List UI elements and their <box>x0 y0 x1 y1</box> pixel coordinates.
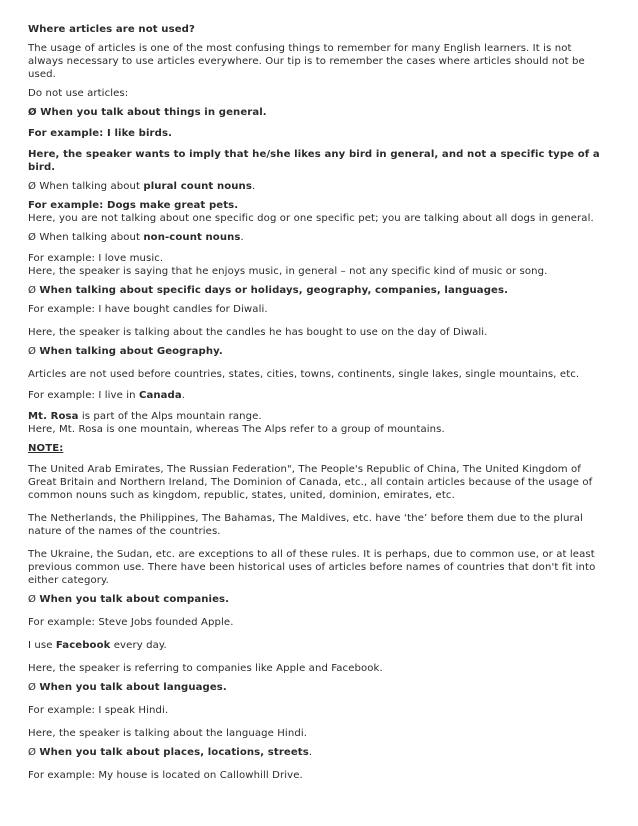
note-paragraph-2: The Netherlands, the Philippines, The Bahamas, The Maldives, etc. have ‘the’ before them due to the plural nature of the names of the countries. <box>28 513 583 537</box>
note-paragraph-1: The United Arab Emirates, The Russian Federation", The People's Republic of China, The United Kingdom of Great Britain and Northern Ireland, The Dominion of Canada, etc., all contain articles because of the usage of common nouns such as kingdom, republic, states, united, dominion, emirates, etc. <box>28 464 593 501</box>
companies-rule: Ø When you talk about companies. <box>28 594 230 605</box>
plural-example: For example: Dogs make great pets. <box>28 200 239 211</box>
note-label: NOTE: <box>28 443 64 454</box>
companies-example: For example: Steve Jobs founded Apple. <box>28 617 234 628</box>
companies-explanation: Here, the speaker is referring to companies like Apple and Facebook. <box>28 663 383 674</box>
noncount-explanation: Here, the speaker is saying that he enjoys music, in general – not any specific kind of music or song. <box>28 266 548 277</box>
geography-statement: Articles are not used before countries, states, cities, towns, continents, single lakes, single mountains, etc. <box>28 369 580 380</box>
places-rule: Ø When you talk about places, locations, streets. <box>28 747 313 758</box>
plural-rule: Ø When talking about plural count nouns. <box>28 181 256 192</box>
general-example: For example: I like birds. <box>28 128 173 139</box>
noncount-rule: Ø When talking about non-count nouns. <box>28 232 244 243</box>
places-example: For example: My house is located on Callowhill Drive. <box>28 770 303 781</box>
general-explanation: Here, the speaker wants to imply that he/she likes any bird in general, and not a specific type of a bird. <box>28 149 600 173</box>
general-rule: Ø When you talk about things in general. <box>28 107 267 118</box>
intro-paragraph: The usage of articles is one of the most confusing things to remember for many English learners. It is not always necessary to use articles everywhere. Our tip is to remember the cases where articles should not be used. <box>28 43 585 80</box>
geography-example: For example: I live in Canada. <box>28 390 186 401</box>
geography-rule: Ø When talking about Geography. <box>28 346 223 357</box>
languages-explanation: Here, the speaker is talking about the language Hindi. <box>28 728 308 739</box>
heading: Where articles are not used? <box>28 24 195 35</box>
plural-explanation: Here, you are not talking about one specific dog or one specific pet; you are talking about all dogs in general. <box>28 213 594 224</box>
noncount-example: For example: I love music. <box>28 253 164 264</box>
languages-example: For example: I speak Hindi. <box>28 705 169 716</box>
days-example: For example: I have bought candles for Diwali. <box>28 304 268 315</box>
days-explanation: Here, the speaker is talking about the candles he has bought to use on the day of Diwali. <box>28 327 488 338</box>
languages-rule: Ø When you talk about languages. <box>28 682 227 693</box>
mount-line: Mt. Rosa is part of the Alps mountain range. <box>28 411 262 422</box>
note-paragraph-3: The Ukraine, the Sudan, etc. are exceptions to all of these rules. It is perhaps, due to common use, or at least previous common use. There have been historical uses of articles before names of countries that don't fit into either category. <box>28 549 596 586</box>
companies-use-line: I use Facebook every day. <box>28 640 167 651</box>
days-rule: Ø When talking about specific days or holidays, geography, companies, languages. <box>28 285 509 296</box>
do-not-use-line: Do not use articles: <box>28 88 129 99</box>
mount-explanation: Here, Mt. Rosa is one mountain, whereas The Alps refer to a group of mountains. <box>28 424 445 435</box>
